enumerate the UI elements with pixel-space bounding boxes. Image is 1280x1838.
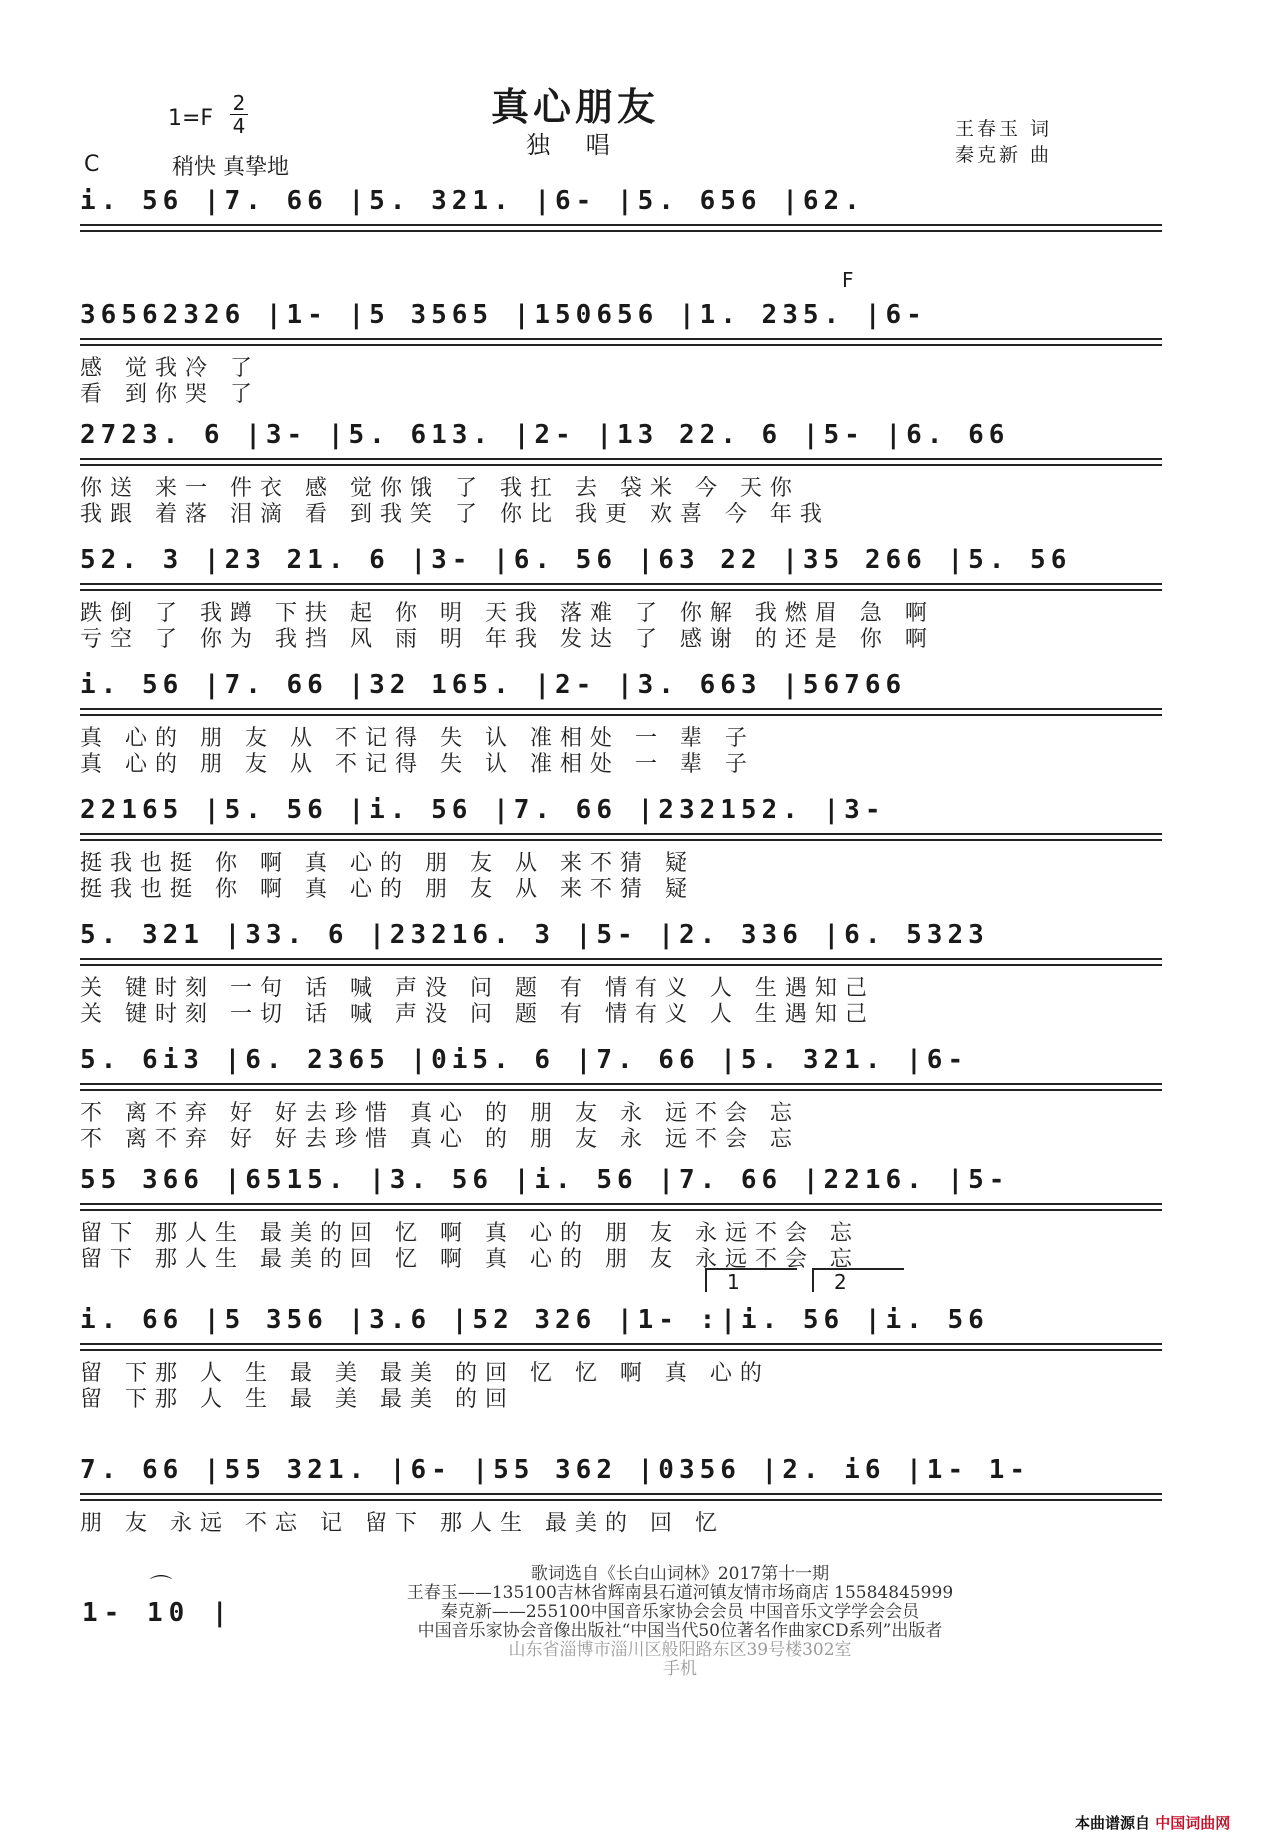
notation-line: 52. 3 |23 21. 6 |3- |6. 56 |63 22 |35 266 |5. 56 [80, 545, 1072, 575]
lyric-line-2: 挺我也挺 你 啊 真 心的 朋 友 从 来不猜 疑 [80, 877, 695, 902]
notation-line: 2723. 6 |3- |5. 613. |2- |13 22. 6 |5- |6. 66 [80, 420, 1010, 450]
lyric-line-2: 留下 那人生 最美的回 忆 啊 真 心的 朋 友 永远不会 忘 [80, 1247, 860, 1272]
lyric-line-2: 留 下那 人 生 最 美 最美 的回 [80, 1387, 515, 1412]
notation-line: 7. 66 |55 321. |6- |55 362 |0356 |2. i6 |1- 1- [80, 1455, 1031, 1485]
beam-line [80, 1493, 1162, 1501]
lyric-line-2: 亏空 了 你为 我挡 风 雨 明 年我 发达 了 感谢 的还是 你 啊 [80, 627, 935, 652]
beam-line [80, 458, 1162, 466]
notation-line: i. 66 |5 356 |3.6 |52 326 |1- :|i. 56 |i. 56 [80, 1305, 989, 1335]
chord-label-f: F [842, 268, 854, 292]
lyric-line-2: 不 离不弃 好 好去珍惜 真心 的 朋 友 永 远不会 忘 [80, 1127, 800, 1152]
beam-line [80, 583, 1162, 591]
ending-notation: 1- 10 | [82, 1598, 234, 1628]
lyric-line-1: 挺我也挺 你 啊 真 心的 朋 友 从 来不猜 疑 [80, 851, 695, 876]
notation-line: i. 56 |7. 66 |32 165. |2- |3. 663 |56766 [80, 670, 907, 700]
beam-line [80, 338, 1162, 346]
composer: 秦克新 曲 [955, 144, 1053, 166]
volta-label-2: 2 [834, 1270, 847, 1294]
time-signature [230, 92, 248, 137]
song-subtitle: 独 唱 [526, 131, 624, 159]
beam-line [80, 833, 1162, 841]
beam-line [80, 708, 1162, 716]
time-signature-top: 2 [232, 91, 246, 115]
lyric-line-2: 我跟 着落 泪滴 看 到我笑 了 你比 我更 欢喜 今 年我 [80, 502, 830, 527]
footer-composer-line: 秦克新——255100中国音乐家协会会员 中国音乐文学学会会员 [440, 1602, 920, 1622]
lyric-line-1: 不 离不弃 好 好去珍惜 真心 的 朋 友 永 远不会 忘 [80, 1101, 800, 1126]
beam-line [80, 1083, 1162, 1091]
footer-info [280, 1565, 1080, 1679]
notation-line: 55 366 |6515. |3. 56 |i. 56 |7. 66 |2216. |5- [80, 1165, 1010, 1195]
lyric-line-1: 真 心的 朋 友 从 不记得 失 认 准相处 一 辈 子 [80, 726, 755, 751]
lyric-line-1: 留 下那 人 生 最 美 最美 的回 忆 忆 啊 真 心的 [80, 1361, 770, 1386]
beam-line [80, 224, 1162, 232]
time-signature-bottom: 4 [230, 114, 248, 137]
volta-bracket-1 [705, 1268, 797, 1292]
volta-label-1: 1 [727, 1270, 740, 1294]
credits [955, 116, 1052, 168]
footer-source-line: 歌词选自《长白山词林》2017第十一期 [530, 1564, 830, 1584]
lyric-line-1: 朋 友 永远 不忘 记 留下 那人生 最美的 回 忆 [80, 1511, 725, 1536]
source-site-link[interactable]: 中国词曲网 [1155, 1814, 1231, 1832]
beam-line [80, 958, 1162, 966]
beam-line [80, 1343, 1162, 1351]
lyric-line-1: 你送 来一 件衣 感 觉你饿 了 我扛 去 袋米 今 天你 [80, 476, 800, 501]
notation-line: 36562326 |1- |5 3565 |150656 |1. 235. |6- [80, 300, 927, 330]
lyricist: 王春玉 词 [955, 118, 1053, 140]
lyric-line-2: 看 到你哭 了 [80, 382, 260, 407]
lyric-line-1: 留下 那人生 最美的回 忆 啊 真 心的 朋 友 永远不会 忘 [80, 1221, 860, 1246]
footer-publisher-line: 中国音乐家协会音像出版社“中国当代50位著名作曲家CD系列”出版者 [417, 1621, 943, 1641]
footer-phone-line: 手机 [663, 1659, 697, 1679]
lyric-line-1: 感 觉我冷 了 [80, 356, 260, 381]
source-credit [1075, 1812, 1230, 1833]
lyric-line-1: 关 键时刻 一句 话 喊 声没 问 题 有 情有义 人 生遇知己 [80, 976, 875, 1001]
footer-address-line: 山东省淄博市淄川区般阳路东区39号楼302室 [508, 1640, 852, 1660]
lyric-line-1: 跌倒 了 我蹲 下扶 起 你 明 天我 落难 了 你解 我燃眉 急 啊 [80, 601, 935, 626]
fermata-icon: ⌒ [150, 1575, 173, 1600]
footer-lyricist-line: 王春玉——135100吉林省辉南县石道河镇友情市场商店 15584845999 [406, 1583, 954, 1603]
notation-line: i. 56 |7. 66 |5. 321. |6- |5. 656 |62. [80, 186, 865, 216]
notation-line: 5. 321 |33. 6 |23216. 3 |5- |2. 336 |6. 5323 [80, 920, 989, 950]
tempo-marking: 稍快 真挚地 [172, 155, 289, 180]
lyric-line-2: 关 键时刻 一切 话 喊 声没 问 题 有 情有义 人 生遇知己 [80, 1002, 875, 1027]
key-signature: 1=F [168, 106, 214, 131]
source-label: 本曲谱源自 [1075, 1814, 1151, 1832]
beam-line [80, 1203, 1162, 1211]
volta-bracket-2 [812, 1268, 904, 1292]
notation-line: 22165 |5. 56 |i. 56 |7. 66 |232152. |3- [80, 795, 886, 825]
lyric-line-2: 真 心的 朋 友 从 不记得 失 认 准相处 一 辈 子 [80, 752, 755, 777]
chord-label-c: C [84, 152, 100, 177]
song-title: 真心朋友 [490, 84, 659, 129]
notation-line: 5. 6i3 |6. 2365 |0i5. 6 |7. 66 |5. 321. |6- [80, 1045, 969, 1075]
